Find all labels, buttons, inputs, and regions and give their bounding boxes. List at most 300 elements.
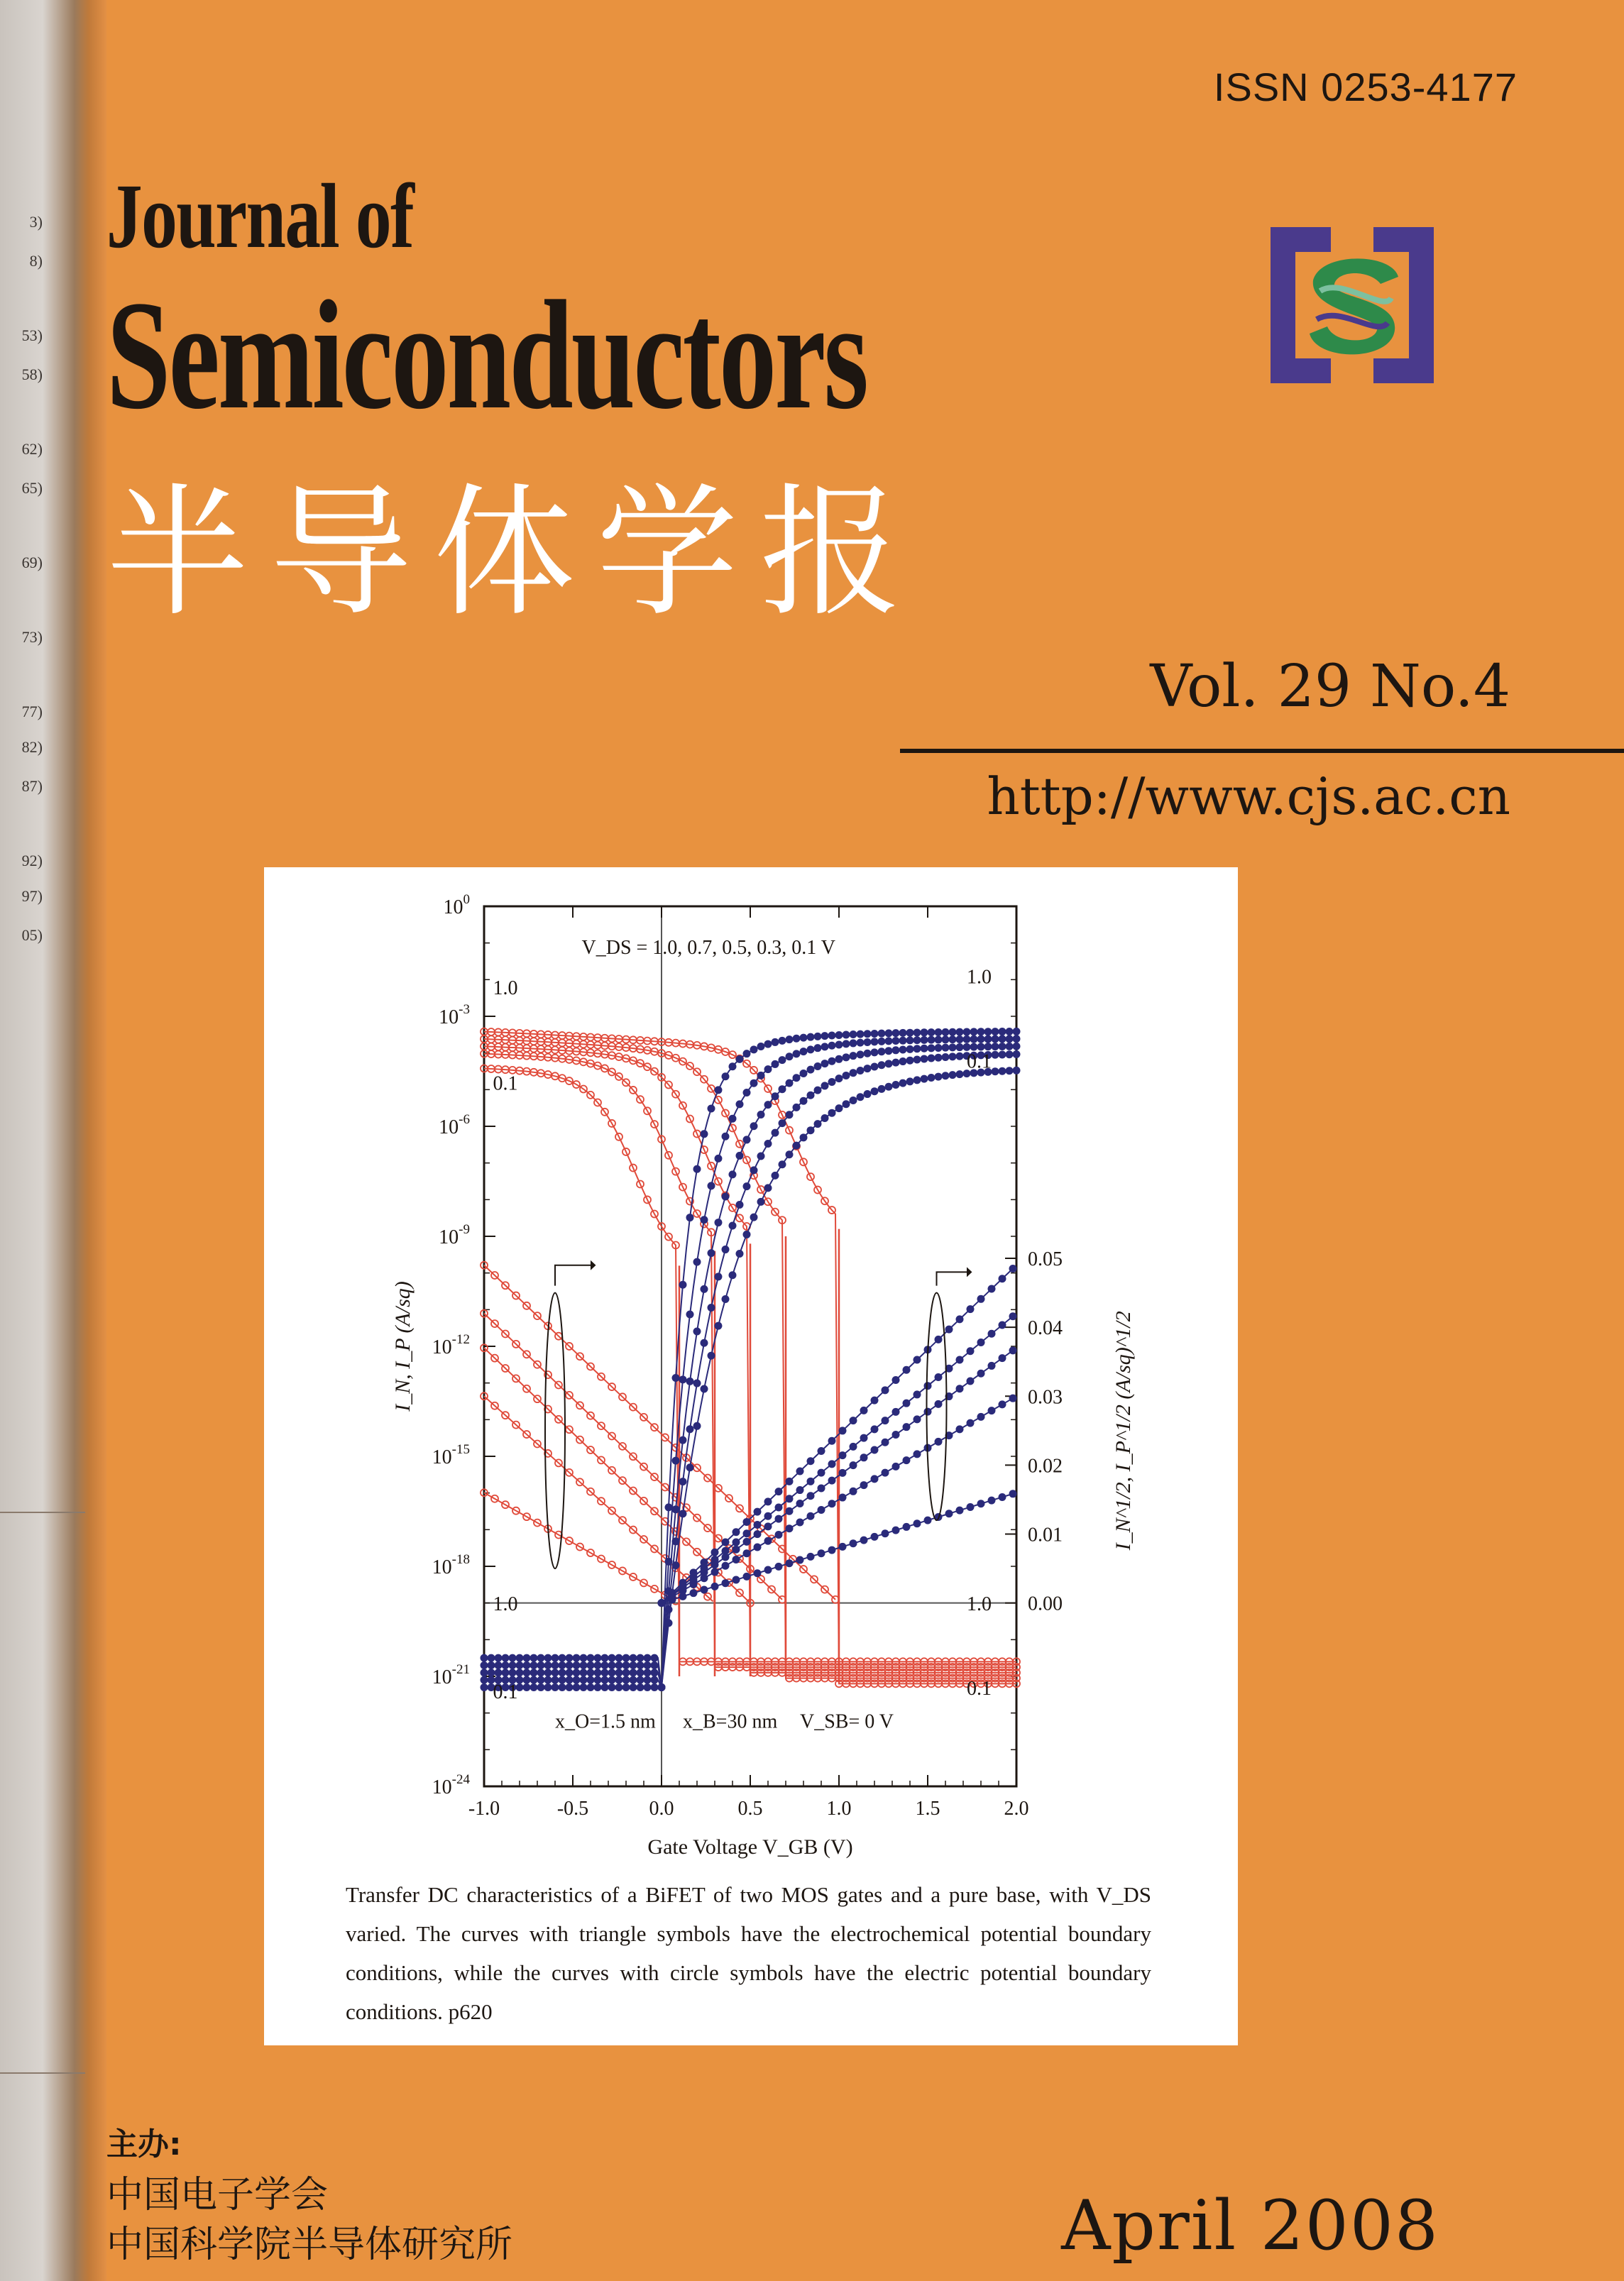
n-log-marker xyxy=(750,1079,758,1087)
n-log-marker xyxy=(679,1478,687,1485)
n-log-marker xyxy=(807,1033,815,1041)
n-log-marker xyxy=(729,1221,737,1229)
n-sqrt-marker xyxy=(967,1347,975,1355)
n-log-marker xyxy=(935,1035,943,1043)
n-log-marker xyxy=(573,1654,581,1662)
y-right-tick-label: 0.03 xyxy=(1028,1386,1063,1409)
n-log-marker xyxy=(743,1231,751,1238)
n-log-marker xyxy=(552,1676,559,1684)
n-log-marker xyxy=(651,1654,659,1662)
transfer-characteristics-chart xyxy=(264,867,1238,1882)
n-sqrt-marker xyxy=(658,1599,666,1607)
n-log-marker xyxy=(608,1654,616,1662)
n-log-marker xyxy=(722,1246,730,1253)
n-log-marker xyxy=(850,1069,857,1077)
n-sqrt-marker xyxy=(903,1456,911,1464)
n-sqrt-marker xyxy=(999,1493,1006,1501)
n-log-marker xyxy=(594,1676,602,1684)
n-log-marker xyxy=(779,1085,786,1093)
n-log-marker xyxy=(871,1038,879,1045)
n-log-marker xyxy=(942,1053,950,1061)
n-log-marker xyxy=(608,1661,616,1669)
n-log-marker xyxy=(622,1683,630,1691)
n-sqrt-marker xyxy=(988,1285,996,1293)
n-log-marker xyxy=(637,1661,644,1669)
n-sqrt-marker xyxy=(775,1504,783,1512)
n-sqrt-marker xyxy=(935,1336,943,1343)
n-sqrt-marker xyxy=(850,1539,857,1547)
y-right-tick-label: 0.01 xyxy=(1028,1524,1063,1546)
n-log-marker xyxy=(800,1097,808,1105)
n-log-marker xyxy=(914,1056,921,1064)
issn: ISSN 0253-4177 xyxy=(1213,65,1518,109)
n-log-marker xyxy=(708,1182,715,1189)
n-sqrt-marker xyxy=(828,1477,836,1485)
label-bottom-right-0-1: 0.1 xyxy=(967,1677,992,1700)
n-sqrt-marker xyxy=(722,1538,730,1546)
n-log-marker xyxy=(630,1669,637,1676)
n-log-marker xyxy=(523,1676,531,1684)
n-sqrt-marker xyxy=(786,1478,794,1485)
n-log-marker xyxy=(722,1295,730,1303)
n-log-marker xyxy=(892,1037,900,1045)
n-log-marker xyxy=(843,1040,850,1048)
n-sqrt-marker xyxy=(839,1427,847,1434)
n-log-marker xyxy=(779,1160,786,1168)
n-log-marker xyxy=(736,1055,744,1063)
n-log-marker xyxy=(835,1074,843,1082)
n-log-marker xyxy=(764,1065,772,1073)
n-log-marker xyxy=(864,1050,872,1057)
n-sqrt-marker xyxy=(999,1321,1006,1329)
n-sqrt-marker xyxy=(828,1500,836,1507)
n-log-marker xyxy=(608,1676,616,1684)
n-sqrt-marker xyxy=(914,1356,921,1363)
side-number: 87) xyxy=(21,777,43,795)
n-sqrt-marker xyxy=(743,1518,751,1526)
side-number: 8) xyxy=(29,252,43,270)
n-sqrt-marker xyxy=(743,1549,751,1557)
n-log-marker xyxy=(630,1683,637,1691)
n-log-marker xyxy=(935,1054,943,1062)
n-log-marker xyxy=(537,1654,545,1662)
n-sqrt-marker xyxy=(733,1546,740,1554)
n-sqrt-marker xyxy=(924,1517,932,1524)
n-log-marker xyxy=(516,1661,524,1669)
y-left-tick-label: $10^{-15}$ xyxy=(432,1442,470,1468)
n-sqrt-marker xyxy=(754,1543,762,1551)
n-log-marker xyxy=(544,1683,552,1691)
n-sqrt-marker xyxy=(871,1425,879,1433)
n-log-marker xyxy=(850,1030,857,1038)
y-right-tick-label: 0.00 xyxy=(1028,1593,1063,1615)
x-tick-label: 1.0 xyxy=(826,1798,852,1820)
n-sqrt-marker xyxy=(860,1453,868,1461)
y-left-tick-label: $10^0$ xyxy=(443,892,470,918)
n-log-marker xyxy=(786,1079,794,1087)
n-log-marker xyxy=(516,1669,524,1676)
n-log-marker xyxy=(743,1089,751,1096)
n-log-marker xyxy=(637,1654,644,1662)
n-log-marker xyxy=(921,1055,928,1062)
n-log-marker xyxy=(743,1136,751,1143)
n-log-marker xyxy=(914,1045,921,1052)
n-sqrt-marker xyxy=(892,1376,900,1384)
n-log-marker xyxy=(587,1661,595,1669)
title-chinese: 半导体学报 xyxy=(106,471,923,636)
n-log-marker xyxy=(843,1053,850,1061)
n-log-marker xyxy=(544,1661,552,1669)
n-sqrt-marker xyxy=(818,1447,825,1455)
n-log-marker xyxy=(764,1184,772,1192)
n-sqrt-marker xyxy=(914,1390,921,1398)
n-log-marker xyxy=(701,1385,708,1392)
y-right-tick-label: 0.04 xyxy=(1028,1317,1063,1340)
n-log-marker xyxy=(644,1654,652,1662)
label-bottom-left-1-0: 1.0 xyxy=(493,1593,518,1615)
n-sqrt-marker xyxy=(999,1354,1006,1362)
n-sqrt-marker xyxy=(977,1370,985,1378)
n-sqrt-marker xyxy=(892,1431,900,1439)
n-sqrt-marker xyxy=(956,1507,964,1515)
n-log-marker xyxy=(850,1096,857,1104)
n-log-marker xyxy=(885,1047,893,1055)
cjs-logo-icon xyxy=(1256,213,1448,397)
n-log-marker xyxy=(871,1030,879,1038)
side-number: 05) xyxy=(21,926,43,944)
n-log-marker xyxy=(701,1285,708,1293)
n-sqrt-marker xyxy=(967,1419,975,1427)
n-sqrt-marker xyxy=(871,1397,879,1405)
n-sqrt-marker xyxy=(903,1366,911,1374)
n-log-marker xyxy=(693,1258,701,1266)
n-log-marker xyxy=(999,1050,1006,1058)
n-sqrt-marker xyxy=(733,1538,740,1546)
n-log-marker xyxy=(743,1050,751,1057)
n-sqrt-marker xyxy=(871,1533,879,1541)
n-log-marker xyxy=(864,1090,872,1098)
n-log-marker xyxy=(928,1055,936,1062)
n-log-marker xyxy=(878,1048,886,1055)
n-sqrt-marker xyxy=(860,1407,868,1414)
n-log-marker xyxy=(644,1676,652,1684)
n-log-marker xyxy=(686,1378,694,1385)
n-log-marker xyxy=(516,1654,524,1662)
n-log-marker xyxy=(672,1374,680,1382)
x-tick-label: 0.0 xyxy=(649,1798,674,1820)
n-log-marker xyxy=(843,1072,850,1079)
n-sqrt-marker xyxy=(850,1488,857,1495)
n-sqrt-marker xyxy=(754,1569,762,1577)
n-log-marker xyxy=(807,1126,815,1134)
n-log-marker xyxy=(821,1032,829,1040)
n-log-marker xyxy=(601,1683,609,1691)
n-log-marker xyxy=(984,1028,992,1035)
title-line-2: Semiconductors xyxy=(106,268,867,441)
label-bottom-right-1-0: 1.0 xyxy=(967,1593,992,1615)
n-log-marker xyxy=(552,1669,559,1676)
n-log-marker xyxy=(530,1661,538,1669)
n-log-marker xyxy=(530,1654,538,1662)
n-log-marker xyxy=(963,1043,971,1051)
n-sqrt-marker xyxy=(903,1523,911,1531)
title-line-1: Journal of xyxy=(106,165,414,268)
n-log-marker xyxy=(899,1057,907,1065)
n-sqrt-marker xyxy=(839,1451,847,1459)
n-log-marker xyxy=(679,1281,687,1289)
n-log-marker xyxy=(928,1074,936,1082)
n-sqrt-marker xyxy=(701,1574,708,1582)
n-sqrt-marker xyxy=(956,1356,964,1363)
n-log-marker xyxy=(899,1029,907,1037)
n-log-marker xyxy=(488,1654,495,1662)
n-log-marker xyxy=(892,1059,900,1067)
n-sqrt-marker xyxy=(775,1563,783,1571)
n-sqrt-marker xyxy=(796,1486,804,1494)
n-log-marker xyxy=(764,1140,772,1148)
side-number: 77) xyxy=(21,703,43,720)
n-log-marker xyxy=(750,1214,758,1221)
n-log-marker xyxy=(892,1029,900,1037)
n-log-marker xyxy=(793,1104,801,1111)
n-log-marker xyxy=(977,1035,985,1043)
n-sqrt-marker xyxy=(743,1529,751,1537)
n-log-marker xyxy=(750,1166,758,1174)
y-left-tick-label: $10^{-18}$ xyxy=(432,1552,470,1578)
n-sqrt-marker xyxy=(807,1512,815,1520)
volume-issue: Vol. 29 No.4 xyxy=(1150,653,1510,720)
n-sqrt-marker xyxy=(892,1527,900,1534)
n-sqrt-marker xyxy=(839,1469,847,1477)
n-log-marker xyxy=(601,1654,609,1662)
n-log-marker xyxy=(708,1304,715,1312)
n-log-marker xyxy=(750,1122,758,1130)
n-log-marker xyxy=(835,1104,843,1112)
n-log-marker xyxy=(672,1561,680,1569)
n-log-marker xyxy=(736,1152,744,1160)
divider-rule xyxy=(900,749,1624,753)
n-log-marker xyxy=(871,1087,879,1095)
n-sqrt-marker xyxy=(786,1507,794,1515)
n-log-marker xyxy=(580,1661,588,1669)
n-log-marker xyxy=(594,1669,602,1676)
n-log-marker xyxy=(686,1425,694,1433)
n-log-marker xyxy=(743,1182,751,1190)
n-sqrt-marker xyxy=(722,1553,730,1561)
n-log-marker xyxy=(481,1676,488,1684)
n-sqrt-marker xyxy=(977,1413,985,1421)
n-log-marker xyxy=(885,1029,893,1037)
left-series-arrowhead xyxy=(591,1260,596,1270)
n-sqrt-marker xyxy=(892,1463,900,1471)
n-log-marker xyxy=(488,1661,495,1669)
y-left-tick-label: $10^{-24}$ xyxy=(432,1772,470,1798)
n-log-marker xyxy=(644,1683,652,1691)
n-log-marker xyxy=(814,1033,822,1040)
issue-date: April 2008 xyxy=(1061,2186,1439,2265)
right-series-arrow xyxy=(937,1272,967,1285)
n-log-marker xyxy=(772,1060,779,1068)
n-log-marker xyxy=(729,1170,737,1178)
n-log-marker xyxy=(814,1120,822,1128)
n-log-marker xyxy=(537,1683,545,1691)
n-log-marker xyxy=(580,1669,588,1676)
n-log-marker xyxy=(736,1100,744,1108)
n-log-marker xyxy=(566,1669,574,1676)
n-log-marker xyxy=(637,1669,644,1676)
n-log-marker xyxy=(1013,1028,1021,1035)
n-log-marker xyxy=(587,1654,595,1662)
label-top-left-1-0: 1.0 xyxy=(493,977,518,999)
n-sqrt-marker xyxy=(733,1528,740,1536)
n-log-marker xyxy=(615,1676,623,1684)
n-sqrt-marker xyxy=(882,1439,889,1446)
n-log-marker xyxy=(757,1072,765,1079)
n-log-marker xyxy=(800,1034,808,1042)
n-log-marker xyxy=(942,1035,950,1043)
n-sqrt-marker xyxy=(764,1512,772,1520)
n-log-marker xyxy=(502,1654,510,1662)
n-log-marker xyxy=(786,1150,794,1158)
label-top-left-0-1: 0.1 xyxy=(493,1072,518,1095)
n-log-marker xyxy=(580,1654,588,1662)
n-sqrt-marker xyxy=(828,1460,836,1468)
n-log-marker xyxy=(651,1669,659,1676)
side-number: 69) xyxy=(21,554,43,571)
n-log-marker xyxy=(864,1030,872,1038)
n-sqrt-marker xyxy=(977,1339,985,1346)
right-series-arrowhead xyxy=(967,1267,972,1277)
n-sqrt-marker xyxy=(850,1461,857,1469)
n-log-marker xyxy=(772,1092,779,1100)
n-log-marker xyxy=(601,1676,609,1684)
n-sqrt-marker xyxy=(935,1438,943,1446)
n-log-marker xyxy=(594,1661,602,1669)
n-sqrt-marker xyxy=(988,1330,996,1338)
n-log-marker xyxy=(921,1028,928,1036)
n-log-marker xyxy=(779,1037,786,1045)
n-sqrt-marker xyxy=(807,1553,815,1561)
n-log-marker xyxy=(828,1032,836,1040)
n-log-marker xyxy=(1006,1035,1014,1043)
n-sqrt-marker xyxy=(882,1469,889,1477)
n-sqrt-marker xyxy=(988,1497,996,1505)
n-sqrt-marker xyxy=(1009,1490,1017,1497)
n-log-marker xyxy=(722,1192,730,1200)
n-log-marker xyxy=(850,1052,857,1060)
n-log-marker xyxy=(864,1065,872,1072)
n-log-marker xyxy=(559,1654,566,1662)
x-tick-label: 0.5 xyxy=(737,1798,763,1820)
n-log-marker xyxy=(935,1044,943,1052)
n-log-marker xyxy=(665,1619,673,1627)
n-log-marker xyxy=(921,1075,928,1083)
n-log-marker xyxy=(552,1661,559,1669)
n-log-marker xyxy=(942,1044,950,1052)
journal-url[interactable]: http://www.cjs.ac.cn xyxy=(987,766,1510,826)
n-sqrt-marker xyxy=(818,1506,825,1514)
n-log-marker xyxy=(899,1079,907,1087)
n-sqrt-marker xyxy=(956,1425,964,1433)
n-sqrt-marker xyxy=(690,1589,698,1597)
n-log-marker xyxy=(495,1654,503,1662)
cover-figure xyxy=(264,867,1238,2045)
n-sqrt-marker xyxy=(796,1500,804,1507)
y-left-tick-label: $10^{-3}$ xyxy=(439,1002,470,1028)
n-log-marker xyxy=(708,1104,715,1112)
n-sqrt-marker xyxy=(924,1382,932,1390)
n-sqrt-marker xyxy=(690,1581,698,1588)
n-sqrt-marker xyxy=(860,1481,868,1489)
n-log-marker xyxy=(1013,1067,1021,1074)
n-sqrt-marker xyxy=(764,1497,772,1505)
n-log-marker xyxy=(906,1057,914,1065)
n-sqrt-marker xyxy=(903,1423,911,1431)
n-log-marker xyxy=(665,1605,673,1613)
label-bottom-left-0-1: 0.1 xyxy=(493,1681,518,1703)
n-sqrt-marker xyxy=(722,1562,730,1570)
n-sqrt-marker xyxy=(775,1488,783,1495)
n-sqrt-marker xyxy=(914,1519,921,1527)
y-left-axis-label: I_N, I_P (A/sq) xyxy=(391,1281,415,1412)
n-log-marker xyxy=(1013,1043,1021,1050)
n-log-marker xyxy=(622,1661,630,1669)
n-sqrt-marker xyxy=(882,1529,889,1537)
n-log-marker xyxy=(481,1669,488,1676)
n-log-marker xyxy=(956,1028,964,1036)
n-log-marker xyxy=(708,1249,715,1257)
figure-caption: Transfer DC characteristics of a BiFET of two MOS gates and a pure base, with V_DS varied. The curves with triangle symbols have the electrochemical potential boundary conditions, while the curves with circle symbols have the electric potential boundary conditions. p620 xyxy=(346,1882,1151,2024)
n-log-marker xyxy=(594,1683,602,1691)
n-log-marker xyxy=(587,1683,595,1691)
n-log-marker xyxy=(764,1101,772,1109)
n-log-marker xyxy=(949,1052,957,1060)
n-log-marker xyxy=(693,1328,701,1336)
n-log-marker xyxy=(573,1683,581,1691)
n-log-marker xyxy=(686,1463,694,1471)
binding-divider xyxy=(0,1512,85,1513)
n-log-marker xyxy=(566,1683,574,1691)
n-sqrt-marker xyxy=(1009,1312,1017,1320)
n-log-marker xyxy=(956,1043,964,1051)
n-log-marker xyxy=(544,1654,552,1662)
sponsor-2: 中国科学院半导体研究所 xyxy=(106,2224,513,2266)
n-sqrt-marker xyxy=(786,1559,794,1567)
n-sqrt-marker xyxy=(807,1478,815,1485)
n-sqrt-marker xyxy=(743,1573,751,1581)
y-left-tick-label: $10^{-6}$ xyxy=(439,1112,470,1138)
n-log-marker xyxy=(523,1683,531,1691)
n-log-marker xyxy=(914,1028,921,1036)
n-log-marker xyxy=(686,1214,694,1221)
n-sqrt-marker xyxy=(945,1326,953,1334)
n-log-marker xyxy=(679,1436,687,1444)
n-sqrt-marker xyxy=(796,1468,804,1475)
n-log-marker xyxy=(970,1028,978,1035)
n-log-marker xyxy=(509,1654,517,1662)
n-log-marker xyxy=(949,1028,957,1036)
n-log-marker xyxy=(672,1457,680,1465)
n-sqrt-marker xyxy=(999,1400,1006,1408)
n-sqrt-marker xyxy=(775,1531,783,1539)
side-number: 53) xyxy=(21,326,43,344)
n-log-marker xyxy=(566,1661,574,1669)
n-sqrt-marker xyxy=(839,1543,847,1551)
n-log-marker xyxy=(622,1669,630,1676)
n-log-marker xyxy=(573,1661,581,1669)
n-sqrt-marker xyxy=(914,1450,921,1458)
n-log-marker xyxy=(956,1035,964,1043)
